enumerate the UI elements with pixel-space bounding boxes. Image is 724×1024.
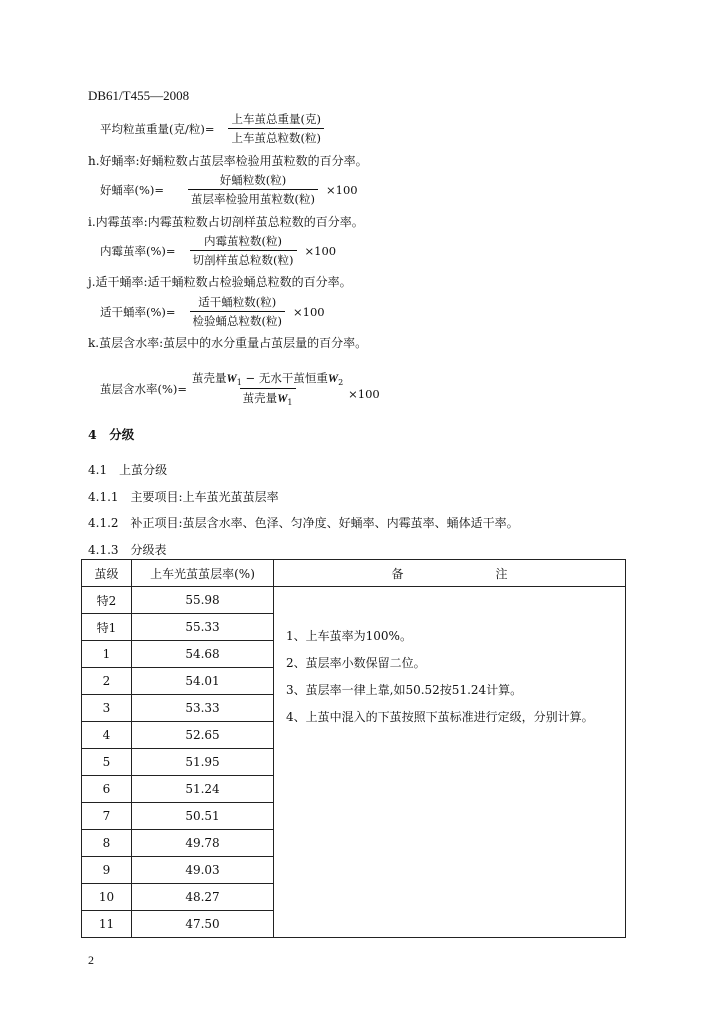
remark-note: 4、上茧中混入的下茧按照下茧标准进行定级，分别计算。 (286, 710, 594, 724)
header-remarks (274, 560, 626, 587)
numerator-shell-weight: 茧壳量 (192, 371, 227, 385)
remark-note: 1、上车茧率为100%。 (286, 629, 412, 643)
cell-shell-rate: 49.03 (132, 857, 274, 884)
section-heading-4-1-3: 4.1.3 分级表 (88, 543, 167, 557)
section-heading-4: 4 分级 (88, 427, 135, 442)
header-shell-rate: 上车光茧茧层率(%) (132, 560, 274, 587)
cell-shell-rate: 47.50 (132, 911, 274, 938)
cell-grade: 特1 (82, 614, 132, 641)
cell-grade: 1 (82, 641, 132, 668)
cell-grade: 8 (82, 830, 132, 857)
table-row (82, 587, 626, 614)
formula-denominator: 茧层率检验用茧粒数(粒) (188, 189, 318, 207)
document-id: DB61/T455—2008 (88, 88, 190, 103)
section-heading-4-1: 4.1 上茧分级 (88, 463, 168, 477)
formula-multiplier: ×100 (326, 182, 358, 197)
remark-note: 3、茧层率一律上靠,如50.52按51.24计算。 (286, 683, 523, 697)
cell-shell-rate: 55.98 (132, 587, 274, 614)
formula-numerator: 好蛹粒数(粒) (219, 173, 287, 187)
formula-label: 内霉茧率(%)= (100, 243, 176, 258)
formula-label: 好蛹率(%)= (100, 182, 165, 197)
cell-grade: 2 (82, 668, 132, 695)
symbol-w: W (226, 373, 237, 385)
cell-grade: 3 (82, 695, 132, 722)
formula-denominator: 上车茧总粒数(粒) (228, 128, 323, 146)
cell-grade: 4 (82, 722, 132, 749)
item-j-definition: j.适干蛹率:适干蛹粒数占检验蛹总粒数的百分率。 (88, 275, 352, 289)
formula-dry-pupa-rate (100, 294, 325, 329)
grading-table (81, 559, 626, 938)
formula-label: 平均粒茧重量(克/粒)= (100, 121, 215, 136)
denominator-shell-weight: 茧壳量 (242, 391, 278, 405)
cell-grade: 5 (82, 749, 132, 776)
numerator-dry-weight: − 无水干茧恒重 (241, 371, 328, 385)
cell-grade: 10 (82, 884, 132, 911)
cell-shell-rate: 55.33 (132, 614, 274, 641)
header-remarks-b: 注 (495, 566, 508, 581)
symbol-w: W (277, 393, 288, 405)
formula-fraction (228, 111, 323, 146)
formula-fraction (190, 294, 285, 329)
formula-numerator (189, 370, 346, 388)
cell-shell-rate: 53.33 (132, 695, 274, 722)
formula-multiplier: ×100 (348, 386, 380, 401)
page-number: 2 (88, 953, 94, 967)
cell-grade: 6 (82, 776, 132, 803)
formula-label: 茧层含水率(%)= (100, 381, 188, 396)
formula-fraction (189, 370, 346, 407)
cell-shell-rate: 54.68 (132, 641, 274, 668)
formula-multiplier: ×100 (304, 243, 337, 258)
header-remarks-a: 备 (391, 566, 404, 581)
remark-note: 2、茧层率小数保留二位。 (286, 656, 426, 670)
section-heading-4-1-1: 4.1.1 主要项目:上车茧光茧茧层率 (88, 490, 279, 504)
formula-numerator: 内霉茧粒数(粒) (204, 234, 283, 248)
subscript: 2 (338, 378, 344, 387)
cell-remarks (274, 587, 626, 938)
formula-numerator: 适干蛹粒数(粒) (198, 295, 277, 309)
symbol-w: W (327, 373, 339, 385)
header-grade: 茧级 (82, 560, 132, 587)
formula-fraction (188, 172, 318, 207)
subscript: 1 (287, 398, 293, 407)
item-k-definition: k.茧层含水率:茧层中的水分重量占茧层量的百分率。 (88, 336, 368, 350)
formula-denominator: 切剖样茧总粒数(粒) (190, 250, 297, 268)
item-i-definition: i.内霉茧率:内霉茧粒数占切剖样茧总粒数的百分率。 (88, 215, 364, 229)
cell-grade: 7 (82, 803, 132, 830)
cell-shell-rate: 52.65 (132, 722, 274, 749)
item-h-definition: h.好蛹率:好蛹粒数占茧层率检验用茧粒数的百分率。 (88, 154, 368, 168)
formula-fraction (190, 233, 297, 268)
cell-shell-rate: 50.51 (132, 803, 274, 830)
cell-shell-rate: 51.24 (132, 776, 274, 803)
formula-shell-moisture-rate (100, 370, 380, 407)
subscript: 1 (236, 378, 242, 387)
formula-numerator: 上车茧总重量(克) (231, 112, 321, 126)
formula-denominator (240, 388, 296, 407)
section-heading-4-1-2: 4.1.2 补正项目:茧层含水率、色泽、匀净度、好蛹率、内霉茧率、蛹体适干率。 (88, 516, 519, 530)
formula-label: 适干蛹率(%)= (100, 304, 176, 319)
formula-denominator: 检验蛹总粒数(粒) (190, 311, 285, 329)
formula-multiplier: ×100 (293, 304, 325, 319)
cell-shell-rate: 48.27 (132, 884, 274, 911)
cell-grade: 特2 (82, 587, 132, 614)
cell-grade: 9 (82, 857, 132, 884)
cell-shell-rate: 54.01 (132, 668, 274, 695)
cell-shell-rate: 51.95 (132, 749, 274, 776)
formula-good-pupa-rate (100, 172, 358, 207)
table-header-row (82, 560, 626, 587)
formula-inner-mold-rate (100, 233, 336, 268)
cell-shell-rate: 49.78 (132, 830, 274, 857)
cell-grade: 11 (82, 911, 132, 938)
formula-average-weight (100, 111, 330, 146)
